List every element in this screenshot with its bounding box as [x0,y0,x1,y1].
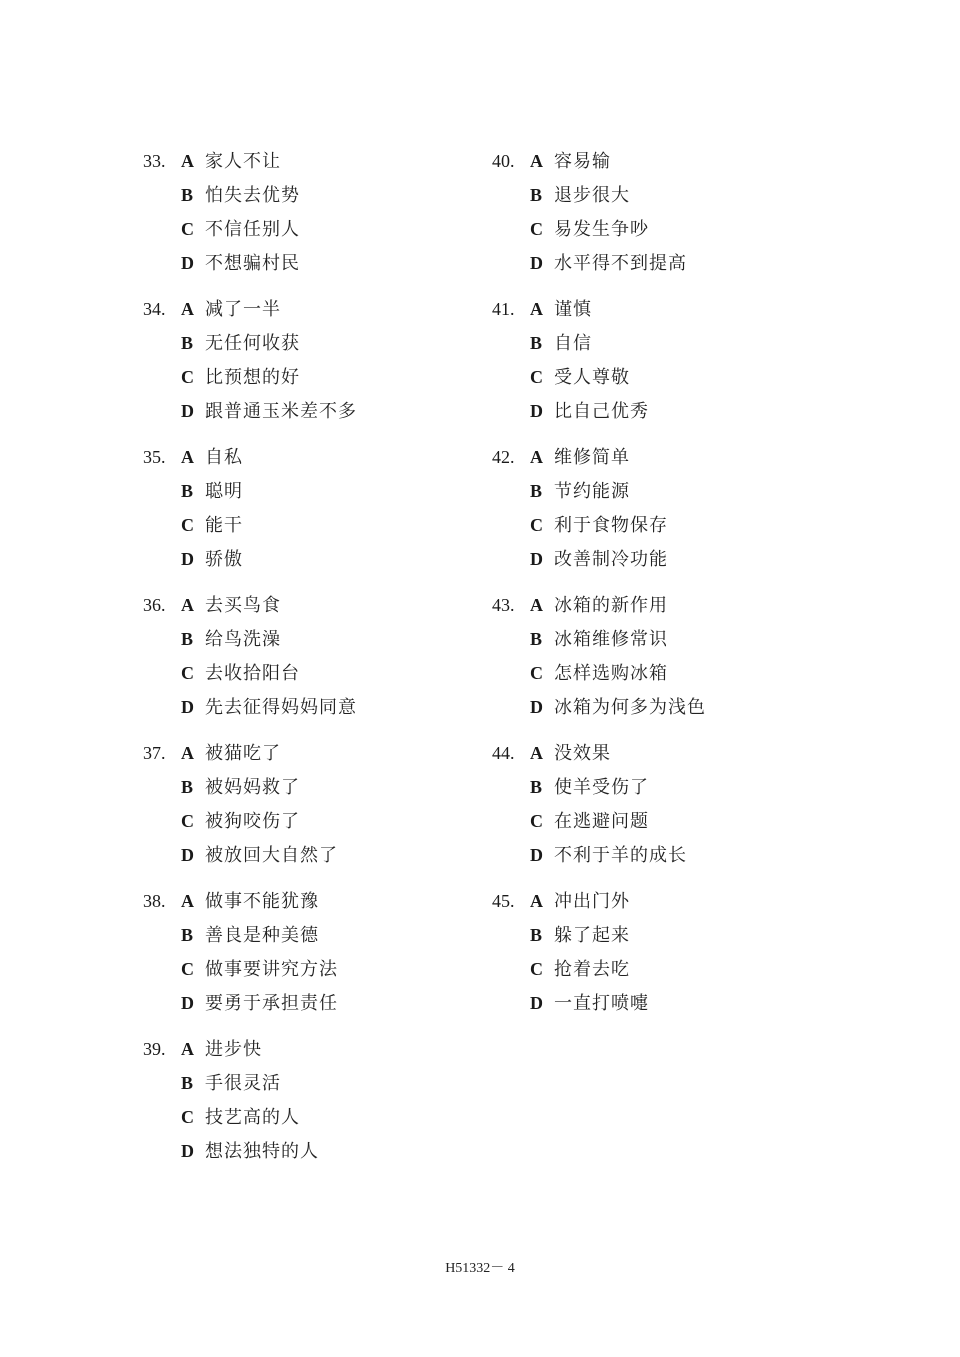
option-letter: B [530,185,543,205]
option-text: 做事要讲究方法 [205,959,338,980]
answer-option-a [181,144,281,178]
option-letter: D [530,993,543,1013]
answer-option-c [181,360,300,394]
question-number: 37. [143,743,166,763]
question-34 [143,292,503,432]
option-text: 去收拾阳台 [205,663,300,684]
answer-option-b [181,326,300,360]
answer-option-b [530,622,668,656]
question-number: 44. [492,743,515,763]
option-letter: D [530,549,543,569]
answer-option-a [181,588,281,622]
option-letter: B [181,1073,194,1093]
option-letter: B [530,925,543,945]
answer-option-c [530,656,668,690]
option-text: 先去征得妈妈同意 [205,697,357,718]
question-45 [492,884,852,1024]
option-letter: A [181,1039,194,1059]
answer-option-c [181,952,338,986]
option-text: 聪明 [205,481,243,502]
option-letter: A [530,891,543,911]
option-text: 要勇于承担责任 [205,993,338,1014]
answer-option-c [181,508,243,542]
answer-option-a [530,144,611,178]
option-letter: C [530,219,543,239]
option-text: 冰箱为何多为浅色 [554,697,706,718]
answer-option-d [181,1134,319,1168]
answer-option-d [530,690,706,724]
question-33 [143,144,503,284]
question-number: 36. [143,595,166,615]
answer-option-a [181,292,281,326]
option-letter: A [530,743,543,763]
option-text: 不利于羊的成长 [554,845,687,866]
answer-option-c [181,212,300,246]
question-number: 41. [492,299,515,319]
option-letter: B [530,777,543,797]
answer-option-b [181,178,300,212]
option-letter: A [181,299,194,319]
option-letter: C [530,367,543,387]
answer-option-d [181,542,243,576]
answer-option-b [181,918,319,952]
answer-option-d [530,986,649,1020]
answer-option-b [181,1066,281,1100]
option-letter: A [530,447,543,467]
option-letter: C [181,515,194,535]
option-text: 退步很大 [554,185,630,206]
answer-option-d [181,394,357,428]
answer-option-a [530,884,630,918]
answer-option-c [530,212,649,246]
option-text: 在逃避问题 [554,811,649,832]
option-letter: C [530,663,543,683]
answer-option-d [181,986,338,1020]
option-text: 维修简单 [554,447,630,468]
option-text: 利于食物保存 [554,515,668,536]
answer-option-c [181,656,300,690]
option-text: 冰箱的新作用 [554,595,668,616]
option-letter: A [181,743,194,763]
answer-option-b [530,770,649,804]
question-35 [143,440,503,580]
option-text: 能干 [205,515,243,536]
option-letter: B [530,629,543,649]
answer-option-c [530,804,649,838]
option-text: 比预想的好 [205,367,300,388]
option-text: 水平得不到提高 [554,253,687,274]
option-letter: D [181,253,194,273]
question-38 [143,884,503,1024]
option-letter: D [530,253,543,273]
option-letter: A [181,447,194,467]
option-text: 自信 [554,333,592,354]
option-letter: B [181,185,194,205]
answer-option-d [181,690,357,724]
option-text: 给鸟洗澡 [205,629,281,650]
option-text: 抢着去吃 [554,959,630,980]
option-letter: B [181,925,194,945]
option-text: 不想骗村民 [205,253,300,274]
answer-option-c [530,952,630,986]
option-letter: D [530,845,543,865]
option-text: 手很灵活 [205,1073,281,1094]
question-39 [143,1032,503,1172]
answer-option-c [530,508,668,542]
option-text: 一直打喷嚏 [554,993,649,1014]
answer-option-d [181,838,338,872]
option-text: 去买鸟食 [205,595,281,616]
option-text: 进步快 [205,1039,262,1060]
option-letter: C [181,367,194,387]
answer-option-d [181,246,300,280]
option-letter: D [181,549,194,569]
option-letter: A [530,299,543,319]
option-letter: D [530,697,543,717]
option-letter: C [181,219,194,239]
answer-option-b [181,622,281,656]
answer-option-d [530,394,649,428]
question-number: 39. [143,1039,166,1059]
answer-option-a [181,884,319,918]
option-text: 骄傲 [205,549,243,570]
option-text: 怎样选购冰箱 [554,663,668,684]
option-letter: A [530,151,543,171]
option-letter: C [530,515,543,535]
option-letter: C [530,959,543,979]
question-number: 35. [143,447,166,467]
option-text: 节约能源 [554,481,630,502]
option-letter: B [181,629,194,649]
answer-option-b [530,178,630,212]
option-text: 冰箱维修常识 [554,629,668,650]
question-37 [143,736,503,876]
option-text: 冲出门外 [554,891,630,912]
option-letter: B [181,333,194,353]
option-letter: D [530,401,543,421]
option-letter: A [530,595,543,615]
option-text: 做事不能犹豫 [205,891,319,912]
question-number: 45. [492,891,515,911]
answer-option-a [530,440,630,474]
answer-option-a [181,440,243,474]
option-letter: B [530,333,543,353]
option-text: 被猫吃了 [205,743,281,764]
answer-option-d [530,838,687,872]
option-letter: B [530,481,543,501]
option-text: 减了一半 [205,299,281,320]
answer-option-a [530,292,592,326]
option-letter: D [181,845,194,865]
option-letter: C [181,959,194,979]
answer-option-d [530,542,668,576]
option-letter: A [181,595,194,615]
option-text: 跟普通玉米差不多 [205,401,357,422]
option-text: 想法独特的人 [205,1141,319,1162]
question-40 [492,144,852,284]
answer-option-a [530,588,668,622]
option-text: 谨慎 [554,299,592,320]
answer-option-b [181,474,243,508]
answer-option-a [530,736,611,770]
option-text: 被狗咬伤了 [205,811,300,832]
option-text: 受人尊敬 [554,367,630,388]
answer-option-b [530,326,592,360]
question-41 [492,292,852,432]
option-letter: A [181,151,194,171]
answer-option-d [530,246,687,280]
answer-option-b [530,474,630,508]
option-text: 使羊受伤了 [554,777,649,798]
answer-option-a [181,1032,262,1066]
question-number: 33. [143,151,166,171]
option-text: 怕失去优势 [205,185,300,206]
question-42 [492,440,852,580]
option-letter: C [181,663,194,683]
option-letter: C [181,811,194,831]
option-letter: D [181,1141,194,1161]
option-letter: B [181,777,194,797]
question-number: 42. [492,447,515,467]
option-letter: C [181,1107,194,1127]
answer-option-b [181,770,300,804]
answer-option-b [530,918,630,952]
option-text: 自私 [205,447,243,468]
option-text: 没效果 [554,743,611,764]
question-44 [492,736,852,876]
option-letter: D [181,697,194,717]
option-letter: B [181,481,194,501]
option-text: 无任何收获 [205,333,300,354]
option-letter: D [181,993,194,1013]
question-number: 43. [492,595,515,615]
option-text: 被妈妈救了 [205,777,300,798]
question-number: 38. [143,891,166,911]
page-footer: H51332－ 4 [445,1261,515,1276]
option-text: 易发生争吵 [554,219,649,240]
answer-option-c [181,1100,300,1134]
option-text: 善良是种美德 [205,925,319,946]
option-text: 改善制冷功能 [554,549,668,570]
question-number: 40. [492,151,515,171]
option-text: 比自己优秀 [554,401,649,422]
answer-option-c [530,360,630,394]
option-text: 不信任别人 [205,219,300,240]
question-36 [143,588,503,728]
option-text: 被放回大自然了 [205,845,338,866]
option-letter: A [181,891,194,911]
answer-option-c [181,804,300,838]
answer-option-a [181,736,281,770]
option-letter: D [181,401,194,421]
option-text: 躲了起来 [554,925,630,946]
question-number: 34. [143,299,166,319]
question-43 [492,588,852,728]
option-letter: C [530,811,543,831]
option-text: 家人不让 [205,151,281,172]
option-text: 容易输 [554,151,611,172]
option-text: 技艺高的人 [205,1107,300,1128]
